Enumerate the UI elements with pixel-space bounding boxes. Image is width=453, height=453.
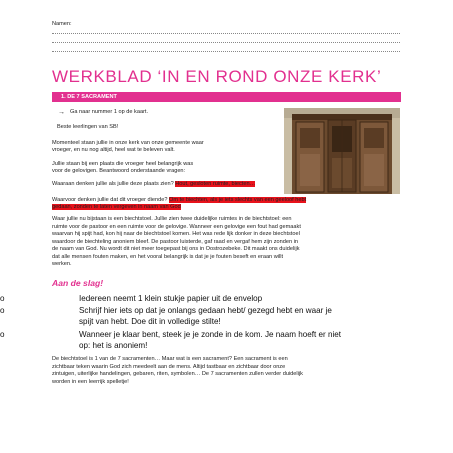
closing-line: zichtbaar teken waarin God zich meedeelt aan de mens. Altijd tastbaar en zichtbaar door onze	[52, 363, 286, 370]
intro-line: Momenteel staan jullie in onze kerk van onze gemeente waar	[52, 140, 204, 146]
closing-line: zintuigen, uiterlijke handelingen, gebaren, riten, symbolen… De 7 sacramenten zullen verder duidelijk	[52, 371, 303, 377]
question-2-text: Waarvoor denken jullie dat dit vroeger diende?	[52, 197, 168, 203]
greeting: Beste leerlingen van SB!	[57, 124, 119, 130]
instruction-text: Ga naar nummer 1 op de kaart.	[70, 109, 149, 115]
intro-line: vroeger, en nu nog altijd, heel wat te beleven valt.	[52, 147, 175, 153]
bullet-text: Iedereen neemt 1 klein stukje papier uit de envelop	[79, 294, 263, 303]
bullet-text: op: het is anoniem!	[79, 341, 148, 350]
confessional-photo	[284, 108, 400, 194]
arrow-icon: →	[58, 109, 65, 116]
explanation-line: de naam van God. Nu wordt dit niet meer toegepast bij ons in Oostrozebeke. Dit maakt ons duidelijk	[52, 246, 300, 252]
bullet-icon: o	[0, 330, 5, 339]
section-heading: 1. DE 7 SACRAMENT	[52, 92, 401, 102]
explanation-line: waarvan hij spijt had, kon hij naar de biechtstoel komen. Het was rede lijk donker in deze biechtstoel	[52, 231, 300, 237]
task-line: voor de gelovigen. Beantwoord onderstaande vragen:	[52, 168, 186, 174]
bullet-icon: o	[0, 306, 5, 315]
bullet-text: spijt van hebt. Doe dit in volledige stilte!	[79, 317, 221, 326]
bullet-text: Schrijf hier iets op dat je onlangs gedaan hebt/ gezegd hebt en waar je	[79, 306, 332, 315]
page-title: WERKBLAD ‘IN EN ROND ONZE KERK’	[52, 67, 382, 86]
question-2-answer-line: Om te biechten, als je iets slechts van een geeloof hebt	[169, 197, 307, 203]
bullet-icon: o	[0, 294, 5, 303]
name-line	[52, 42, 400, 43]
explanation-line: dat alle mensen fouten maken, en het vooral belangrijk is dat je je fouten beseft en eraan willt	[52, 253, 284, 260]
question-2-continued	[52, 204, 181, 211]
closing-line: worden in een leerrijk spelletje!	[52, 378, 129, 385]
name-line	[52, 33, 400, 34]
question-1-text: Waaraan denken jullie als jullie deze plaats zien?	[52, 181, 174, 187]
explanation-line: waardoor de biechteling anoniem bleef. De pastoor luisterde, gaf raad en vergaf hem zijn zonden in	[52, 238, 298, 245]
name-line	[52, 51, 400, 52]
question-1	[52, 181, 255, 188]
task-line: Jullie staan bij een plaats die vroeger heel belangrijk was	[52, 161, 194, 167]
explanation-line: ruimte voor de pastoor en een ruimte voor de gelovige. Wanneer een gelovige een fout had gemaakt	[52, 223, 301, 230]
bullet-text: Wanneer je klaar bent, steek je je zonde in de kom. Je naam hoeft er niet	[79, 330, 341, 339]
explanation-line: werken.	[52, 261, 72, 267]
closing-line: De biechtstoel is 1 van de 7 sacramenten… Maar wat is een sacrament? Een sacrament is een	[52, 356, 288, 362]
explanation-line: Waar jullie nu bijstaan is een biechtstoel. Jullie zien twee duidelijke ruimtes in de biechtstoel: een	[52, 216, 292, 222]
name-label: Namen:	[52, 21, 72, 27]
question-1-answer: Hout, gesloten ruimte, biecten…	[175, 181, 256, 187]
question-2-answer-line: gedaan, zonden te laten vergeven in naam van God	[52, 204, 181, 210]
action-heading: Aan de slag!	[52, 278, 104, 288]
